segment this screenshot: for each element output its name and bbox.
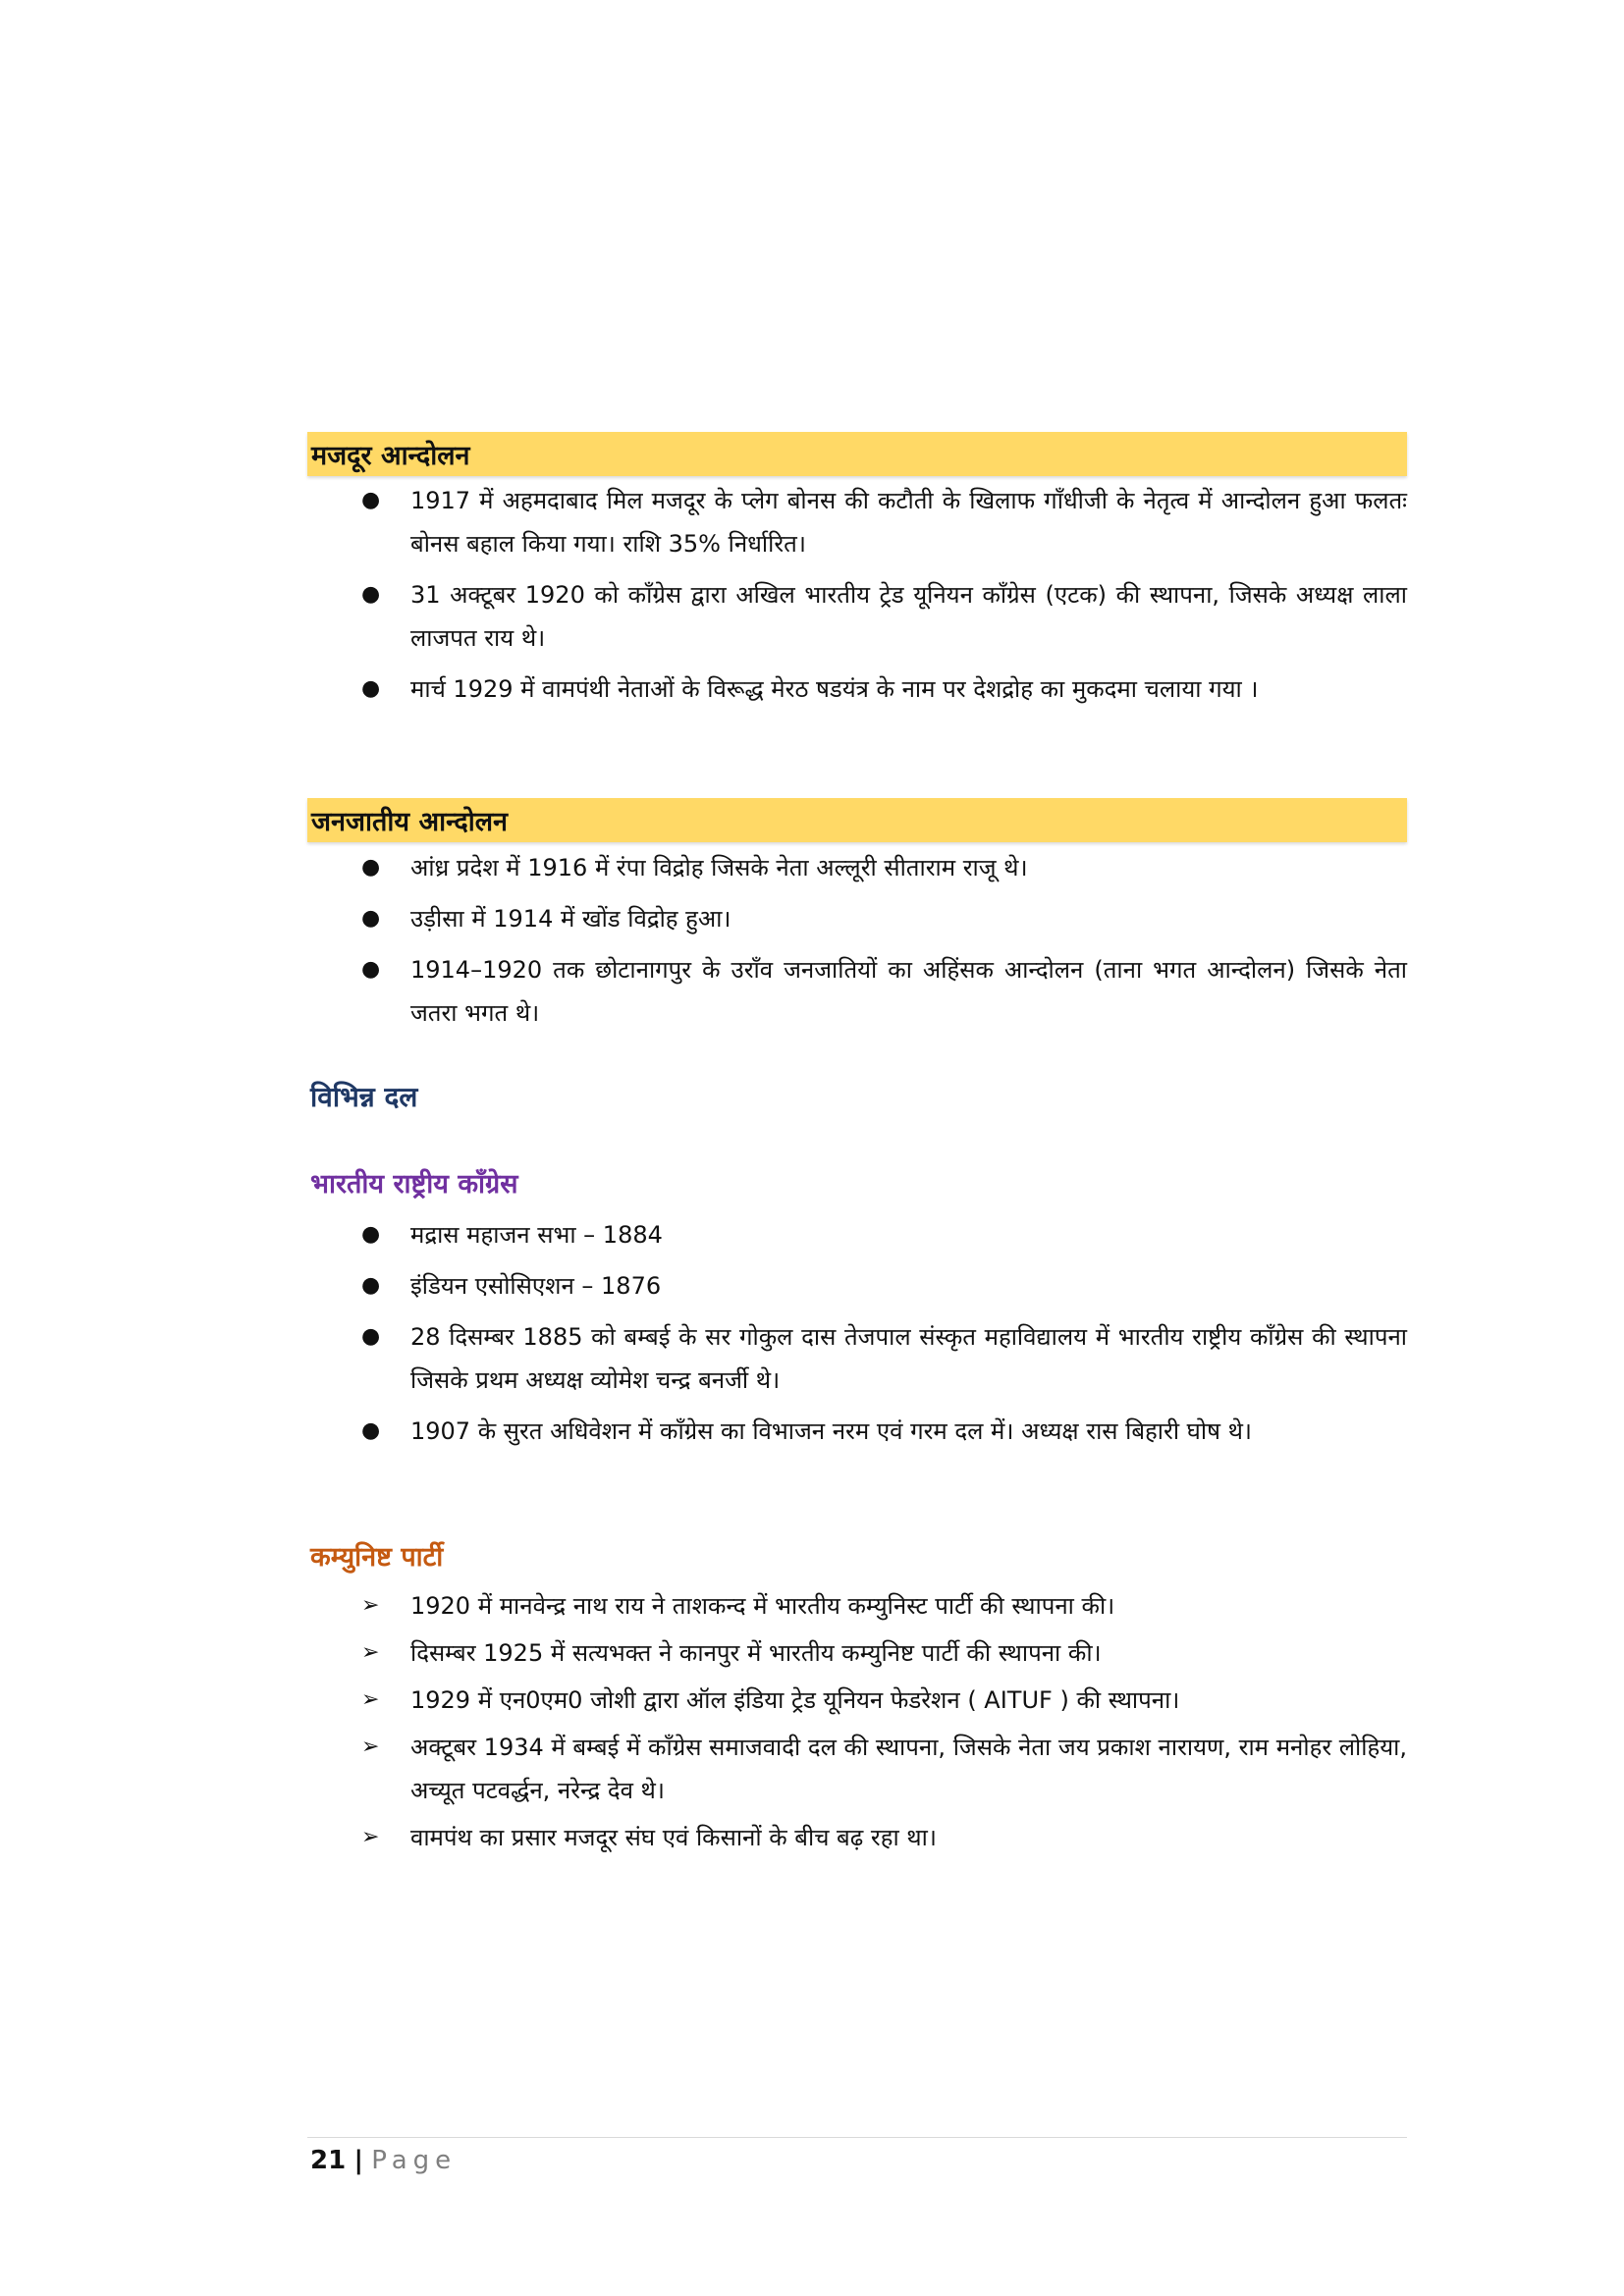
communist-heading: कम्युनिष्ट पार्टी — [310, 1542, 444, 1573]
arrow-bullet-icon: ➢ — [361, 1640, 380, 1665]
congress-list — [353, 1213, 1407, 1461]
item-text: उड़ीसा में 1914 में खोंड विद्रोह हुआ। — [410, 905, 731, 933]
bullet-icon: ● — [361, 1222, 381, 1247]
page-footer — [310, 2146, 457, 2175]
footer-divider — [307, 2137, 1407, 2138]
list-item — [353, 1631, 1407, 1675]
section-heading-labour — [307, 432, 1407, 476]
congress-heading: भारतीय राष्ट्रीय कॉंग्रेस — [310, 1169, 518, 1200]
item-text: इंडियन एसोसिएशन – 1876 — [410, 1272, 662, 1300]
item-text: 28 दिसम्बर 1885 को बम्बई के सर गोकुल दास तेजपाल संस्कृत महाविद्यालय में भारतीय राष्ट्रीय कॉंग्रेस की स्थापना जिसके प्रथम अध्यक्ष व्योमेश चन्द्र बनर्जी थे। — [410, 1323, 1407, 1394]
list-item — [353, 846, 1407, 889]
item-text: मार्च 1929 में वामपंथी नेताओं के विरूद्ध मेरठ षडयंत्र के नाम पर देशद्रोह का मुकदमा चलाया गया । — [410, 675, 1259, 703]
list-item — [353, 479, 1407, 565]
list-item — [353, 1726, 1407, 1812]
item-text: मद्रास महाजन सभा – 1884 — [410, 1221, 663, 1249]
bullet-icon: ● — [361, 855, 381, 880]
bullet-icon: ● — [361, 488, 381, 512]
heading-text: मजदूर आन्दोलन — [311, 441, 470, 471]
arrow-bullet-icon: ➢ — [361, 1687, 380, 1712]
bullet-icon: ● — [361, 582, 381, 607]
bullet-icon: ● — [361, 676, 381, 701]
arrow-bullet-icon: ➢ — [361, 1593, 380, 1618]
arrow-bullet-icon: ➢ — [361, 1825, 380, 1849]
item-text: 1907 के सुरत अधिवेशन में कॉंग्रेस का विभाजन नरम एवं गरम दल में। अध्यक्ष रास बिहारी घोष थे। — [410, 1417, 1253, 1445]
item-text: 31 अक्टूबर 1920 को कॉंग्रेस द्वारा अखिल भारतीय ट्रेड यूनियन कॉंग्रेस (एटक) की स्थापना, जिसके अध्यक्ष लाला लाजपत राय थे। — [410, 581, 1407, 652]
item-text: 1914–1920 तक छोटानागपुर के उराँव जनजातियों का अहिंसक आन्दोलन (ताना भगत आन्दोलन) जिसके नेता जतरा भगत थे। — [410, 956, 1407, 1027]
list-item — [353, 1679, 1407, 1722]
bullet-icon: ● — [361, 1273, 381, 1298]
item-text: वामपंथ का प्रसार मजदूर संघ एवं किसानों के बीच बढ़ रहा था। — [410, 1824, 937, 1851]
page-label: Page — [371, 2146, 458, 2175]
tribal-list — [353, 846, 1407, 1042]
bullet-icon: ● — [361, 957, 381, 982]
item-text: 1929 में एन0एम0 जोशी द्वारा ऑल इंडिया ट्रेड यूनियन फेडरेशन ( AITUF ) की स्थापना। — [410, 1686, 1180, 1714]
bullet-icon: ● — [361, 906, 381, 931]
item-text: अक्टूबर 1934 में बम्बई में कॉंग्रेस समाजवादी दल की स्थापना, जिसके नेता जय प्रकाश नारायण, राम मनोहर लोहिया, अच्यूत पटवर्द्धन, नरेन्द्र देव थे। — [410, 1734, 1407, 1804]
arrow-bullet-icon: ➢ — [361, 1735, 380, 1759]
item-text: आंध्र प्रदेश में 1916 में रंपा विद्रोह जिसके नेता अल्लूरी सीताराम राजू थे। — [410, 854, 1028, 881]
list-item — [353, 1315, 1407, 1402]
bullet-icon: ● — [361, 1418, 381, 1443]
item-text: दिसम्बर 1925 में सत्यभक्त ने कानपुर में भारतीय कम्युनिष्ट पार्टी की स्थापना की। — [410, 1639, 1102, 1667]
list-item — [353, 1816, 1407, 1859]
labour-list — [353, 479, 1407, 719]
list-item — [353, 573, 1407, 660]
heading-text: जनजातीय आन्दोलन — [311, 807, 509, 837]
bullet-icon: ● — [361, 1324, 381, 1349]
list-item — [353, 1264, 1407, 1308]
list-item — [353, 1410, 1407, 1453]
list-item — [353, 1584, 1407, 1628]
section-heading-tribal — [307, 798, 1407, 842]
parties-heading: विभिन्न दल — [310, 1081, 418, 1113]
communist-list — [353, 1584, 1407, 1863]
list-item — [353, 948, 1407, 1035]
list-item — [353, 897, 1407, 940]
list-item — [353, 667, 1407, 711]
item-text: 1920 में मानवेन्द्र नाथ राय ने ताशकन्द में भारतीय कम्युनिस्ट पार्टी की स्थापना की। — [410, 1592, 1115, 1620]
footer-separator: | — [353, 2146, 363, 2175]
list-item — [353, 1213, 1407, 1256]
item-text: 1917 में अहमदाबाद मिल मजदूर के प्लेग बोनस की कटौती के खिलाफ गाँधीजी के नेतृत्व में आन्दोलन हुआ फलतः बोनस बहाल किया गया। राशि 35% निर्धारित। — [410, 487, 1407, 558]
page-number: 21 — [310, 2146, 347, 2175]
